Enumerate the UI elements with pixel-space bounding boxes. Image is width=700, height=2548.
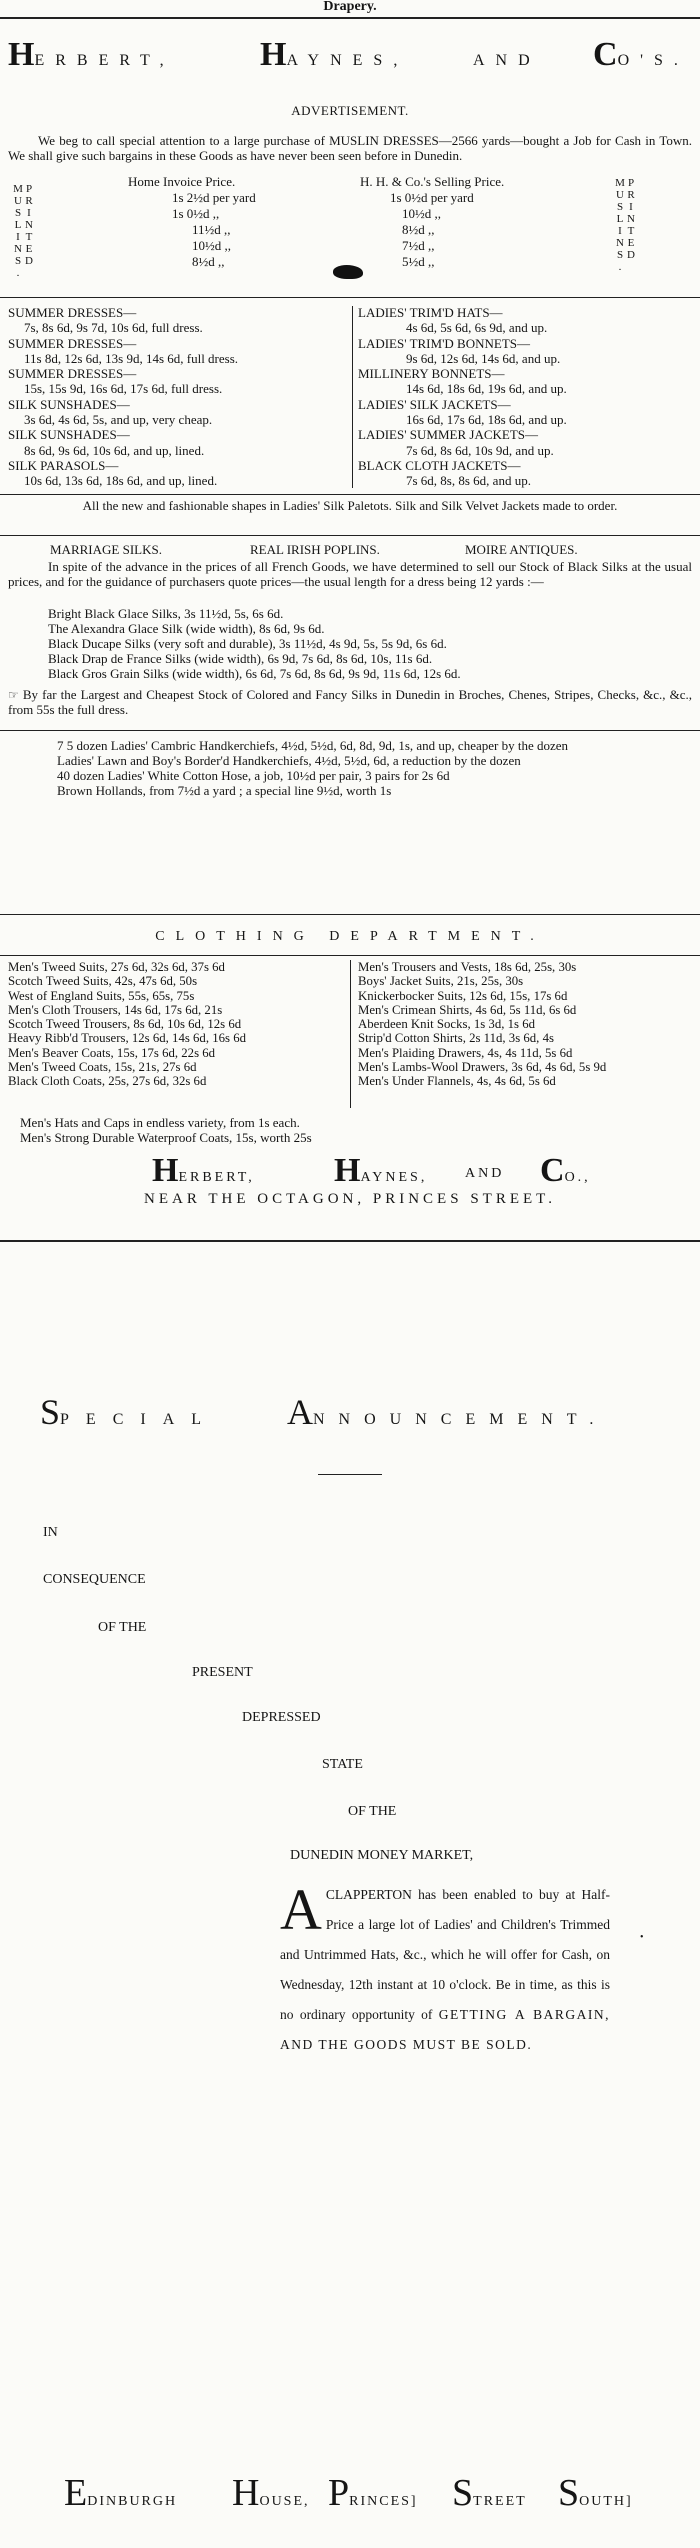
selling-price-cell: 7½d ,, [402, 238, 435, 253]
goods-desc: 3s 6d, 4s 6d, 5s, and up, very cheap. [24, 412, 213, 428]
header-word-herbert: HERBERT, [8, 36, 175, 73]
rule [0, 297, 700, 298]
goods-desc: 11s 8d, 12s 6d, 13s 9d, 14s 6d, full dress. [24, 350, 239, 366]
goods-title: SILK SUNSHADES— [8, 396, 130, 412]
selling-price-heading: H. H. & Co.'s Selling Price. [360, 174, 505, 189]
clothing-after-item: Men's Hats and Caps in endless variety, from 1s each. [20, 1115, 300, 1130]
new-shapes-notice: All the new and fashionable shapes in Ladies' Silk Paletots. Silk and Silk Velvet Jackets made to order. [82, 498, 618, 513]
rule [0, 730, 700, 731]
store-header [8, 26, 698, 74]
column-divider [350, 960, 351, 1108]
clothing-after-list [20, 1115, 680, 1145]
clothing-item: Black Cloth Coats, 25s, 27s 6d, 32s 6d [8, 1074, 207, 1089]
silk-price-item: The Alexandra Glace Silk (wide width), 8s 6d, 9s 6d. [48, 621, 325, 636]
silks-heading: REAL IRISH POPLINS. [250, 542, 380, 557]
goods-title: SUMMER DRESSES— [8, 305, 137, 320]
cascade-line: STATE [322, 1757, 363, 1772]
clothing-item: Strip'd Cotton Shirts, 2s 11d, 3s 6d, 4s [358, 1031, 554, 1046]
silk-price-item: Black Drap de France Silks (wide width), 6s 9d, 7s 6d, 8s 6d, 10s, 11s 6d. [48, 651, 433, 666]
header-word-haynes: HAYNES, [260, 36, 409, 73]
dropcap-letter: A [280, 1877, 322, 1942]
clothing-item: Scotch Tweed Trousers, 8s 6d, 10s 6d, 12s 6d [8, 1017, 242, 1032]
footer-word-co: CO., [540, 1152, 591, 1189]
goods-title: SUMMER DRESSES— [8, 335, 137, 351]
fancy-silks-paragraph [8, 688, 692, 717]
announcement-paragraph [280, 1877, 611, 2060]
muslin-price-table [0, 175, 700, 290]
silks-intro: In spite of the advance in the prices of all French Goods, we have determined to sell our Stock of Black Silks at the usual prices, and for the guidance of purchasers quote prices—the usual length for a dress being 12 yards :— [8, 559, 692, 589]
announcement-body: buy at Half-Price a large lot of Ladies' and Children's Trimmed and Untrimmed Hats, &c., which he will offer for Cash, on Wednesday, 12th instant at 10 o'clock. Be in time, as this is no ordinary opportunity of [280, 1887, 610, 2022]
goods-title: LADIES' TRIM'D HATS— [358, 305, 503, 320]
rule [0, 535, 700, 536]
cascade-line: DUNEDIN MONEY MARKET, [290, 1848, 474, 1863]
goods-desc: 4s 6d, 5s 6d, 6s 9d, and up. [406, 320, 548, 336]
home-price-cell: 8½d ,, [192, 254, 225, 269]
footer2-word-street: STREET [452, 2472, 527, 2514]
cascade-line: CONSEQUENCE [43, 1572, 146, 1587]
silks-price-list [48, 606, 688, 681]
ink-blot-mark [333, 265, 363, 279]
heading-word-special: SPECIAL [40, 1392, 219, 1432]
goods-title: LADIES' SILK JACKETS— [358, 396, 511, 412]
cascade-line: PRESENT [192, 1665, 253, 1680]
clothing-item: Men's Tweed Coats, 15s, 21s, 27s 6d [8, 1060, 197, 1075]
heading-word-announcement: ANNOUNCEMENT. [287, 1392, 608, 1432]
silk-price-item: Bright Black Glace Silks, 3s 11½d, 5s, 6s 6d. [48, 606, 284, 621]
clothing-item: Aberdeen Knit Socks, 1s 3d, 1s 6d [358, 1017, 536, 1032]
home-price-heading: Home Invoice Price. [128, 174, 236, 189]
hosiery-item: 40 dozen Ladies' White Cotton Hose, a job, 10½d per pair, 3 pairs for 2s 6d [57, 768, 450, 783]
footer-word-and: AND [465, 1166, 505, 1181]
clothing-item: Men's Trousers and Vests, 18s 6d, 25s, 30s [358, 960, 577, 974]
clothing-left-column [8, 960, 343, 1089]
footer2-word-south: SOUTH] [558, 2472, 633, 2514]
selling-price-column [390, 190, 474, 270]
clothing-after-item: Men's Strong Durable Waterproof Coats, 15s, worth 25s [20, 1130, 312, 1145]
left-goods-column [8, 305, 348, 489]
hosiery-item: Brown Hollands, from 7½d a yard ; a special line 9½d, worth 1s [57, 783, 392, 798]
printed-muslins-side-right: PRINTED MUSLINS. [614, 177, 637, 273]
special-announcement-heading [0, 1392, 700, 1452]
goods-desc: 7s 6d, 8s, 8s 6d, and up. [406, 473, 531, 489]
clothing-item: Men's Tweed Suits, 27s 6d, 32s 6d, 37s 6d [8, 960, 225, 974]
announcement-line1: CLAPPERTON has been enabled to [325, 1887, 533, 1902]
silks-headings [0, 543, 700, 559]
header-word-cos: CO'S. [593, 36, 689, 73]
goods-desc: 7s, 8s 6d, 9s 7d, 10s 6d, full dress. [24, 320, 203, 336]
goods-title: MILLINERY BONNETS— [358, 366, 505, 382]
clothing-department-heading: CLOTHING DEPARTMENT. [155, 929, 545, 944]
printed-muslins-side-left: PRINTED MUSLINS. [12, 183, 35, 279]
clothing-right-column [358, 960, 694, 1089]
rule [0, 914, 700, 915]
selling-price-cell: 1s 0½d per yard [390, 190, 474, 205]
hosiery-item: Ladies' Lawn and Boy's Border'd Handkerchiefs, 4½d, 5½d, 6d, a reduction by the dozen [57, 753, 521, 768]
selling-price-cell: 5½d ,, [402, 254, 435, 269]
footer-word-herbert: HERBERT, [152, 1152, 255, 1189]
clothing-item: Boys' Jacket Suits, 21s, 25s, 30s [358, 974, 524, 989]
home-price-cell: 1s 0½d ,, [172, 206, 220, 221]
goods-desc: 10s 6d, 13s 6d, 18s 6d, and up, lined. [24, 473, 218, 489]
section-heading: Drapery. [323, 0, 377, 14]
clothing-item: Men's Plaiding Drawers, 4s, 4s 11d, 5s 6d [358, 1045, 573, 1060]
home-price-cell: 10½d ,, [192, 238, 231, 253]
footer-word-haynes: HAYNES, [334, 1152, 428, 1189]
goods-desc: 7s 6d, 8s 6d, 10s 9d, and up. [406, 442, 554, 458]
clothing-item: Scotch Tweed Suits, 42s, 47s 6d, 50s [8, 974, 198, 989]
right-goods-column [358, 305, 694, 489]
home-price-cell: 11½d ,, [192, 222, 231, 237]
home-price-cell: 1s 2½d per yard [172, 190, 256, 205]
clothing-item: Knickerbocker Suits, 12s 6d, 15s, 17s 6d [358, 988, 568, 1003]
goods-title: LADIES' SUMMER JACKETS— [358, 427, 539, 443]
clothing-item: Men's Beaver Coats, 15s, 17s 6d, 22s 6d [8, 1045, 216, 1060]
edinburgh-house-signature [0, 2472, 700, 2532]
column-divider [352, 306, 353, 488]
hosiery-item: 7 5 dozen Ladies' Cambric Handkerchiefs, 4½d, 5½d, 6d, 8d, 9d, 1s, and up, cheaper by the dozen [57, 738, 569, 753]
stray-mark: • [640, 1932, 644, 1943]
cascade-line: OF THE [348, 1804, 397, 1819]
goods-desc: 16s 6d, 17s 6d, 18s 6d, and up. [406, 412, 567, 428]
goods-title: SUMMER DRESSES— [8, 366, 137, 382]
goods-desc: 8s 6d, 9s 6d, 10s 6d, and up, lined. [24, 442, 205, 458]
cascade-line: DEPRESSED [242, 1710, 321, 1725]
short-rule [318, 1474, 382, 1475]
clothing-item: Men's Cloth Trousers, 14s 6d, 17s 6d, 21s [8, 1002, 223, 1017]
fancy-silks-text: By far the Largest and Cheapest Stock of Colored and Fancy Silks in Dunedin in Broches, Chenes, Stripes, Checks, &c., &c., from 55s the full dress. [8, 687, 692, 717]
intro-paragraph: We beg to call special attention to a large purchase of MUSLIN DRESSES—2566 yards—bought a Job for Cash in Town. We shall give such bargains in these Goods as have never been seen before in Dunedin. [8, 133, 692, 163]
silk-price-item: Black Gros Grain Silks (wide width), 6s 6d, 7s 6d, 8s 6d, 9s 9d, 11s 6d, 12s 6d. [48, 666, 461, 681]
header-word-and: AND [473, 52, 541, 69]
clothing-item: West of England Suits, 55s, 65s, 75s [8, 988, 195, 1003]
footer2-word-edinburgh: EDINBURGH [64, 2472, 178, 2514]
rule [0, 494, 700, 495]
goods-title: LADIES' TRIM'D BONNETS— [358, 335, 531, 351]
footer2-word-princes: PRINCES] [328, 2472, 418, 2514]
goods-title: BLACK CLOTH JACKETS— [358, 457, 521, 473]
home-price-column [172, 190, 256, 270]
advertisement-label: ADVERTISEMENT. [291, 103, 409, 118]
hosiery-list [8, 738, 692, 798]
goods-title: SILK PARASOLS— [8, 457, 119, 473]
store-address: NEAR THE OCTAGON, PRINCES STREET. [144, 1191, 556, 1207]
rule [0, 955, 700, 956]
cascade-line: OF THE [98, 1620, 147, 1635]
clothing-item: Men's Under Flannels, 4s, 4s 6d, 5s 6d [358, 1074, 556, 1089]
clothing-item: Heavy Ribb'd Trousers, 12s 6d, 14s 6d, 16s 6d [8, 1031, 246, 1046]
selling-price-cell: 10½d ,, [402, 206, 441, 221]
silks-heading: MOIRE ANTIQUES. [465, 542, 578, 557]
goods-title: SILK SUNSHADES— [8, 427, 130, 443]
announcement-tail: GETTING A BARGAIN, AND THE GOODS MUST BE SOLD. [280, 2007, 611, 2052]
top-rule [0, 17, 700, 19]
silk-price-item: Black Ducape Silks (very soft and durable), 3s 11½d, 4s 9d, 5s, 5s 9d, 6s 6d. [48, 636, 447, 651]
goods-desc: 9s 6d, 12s 6d, 14s 6d, and up. [406, 350, 561, 366]
pointing-hand-icon: ☞ [8, 688, 19, 702]
advert-separator [0, 1240, 700, 1242]
clothing-item: Men's Lambs-Wool Drawers, 3s 6d, 4s 6d, 5s 9d [358, 1060, 607, 1075]
goods-desc: 15s, 15s 9d, 16s 6d, 17s 6d, full dress. [24, 381, 223, 397]
clothing-item: Men's Crimean Shirts, 4s 6d, 5s 11d, 6s 6d [358, 1002, 577, 1017]
silks-heading: MARRIAGE SILKS. [50, 542, 162, 557]
selling-price-cell: 8½d ,, [402, 222, 435, 237]
footer2-word-house: HOUSE, [232, 2472, 310, 2514]
cascade-line: IN [43, 1525, 58, 1540]
goods-desc: 14s 6d, 18s 6d, 19s 6d, and up. [406, 381, 567, 397]
